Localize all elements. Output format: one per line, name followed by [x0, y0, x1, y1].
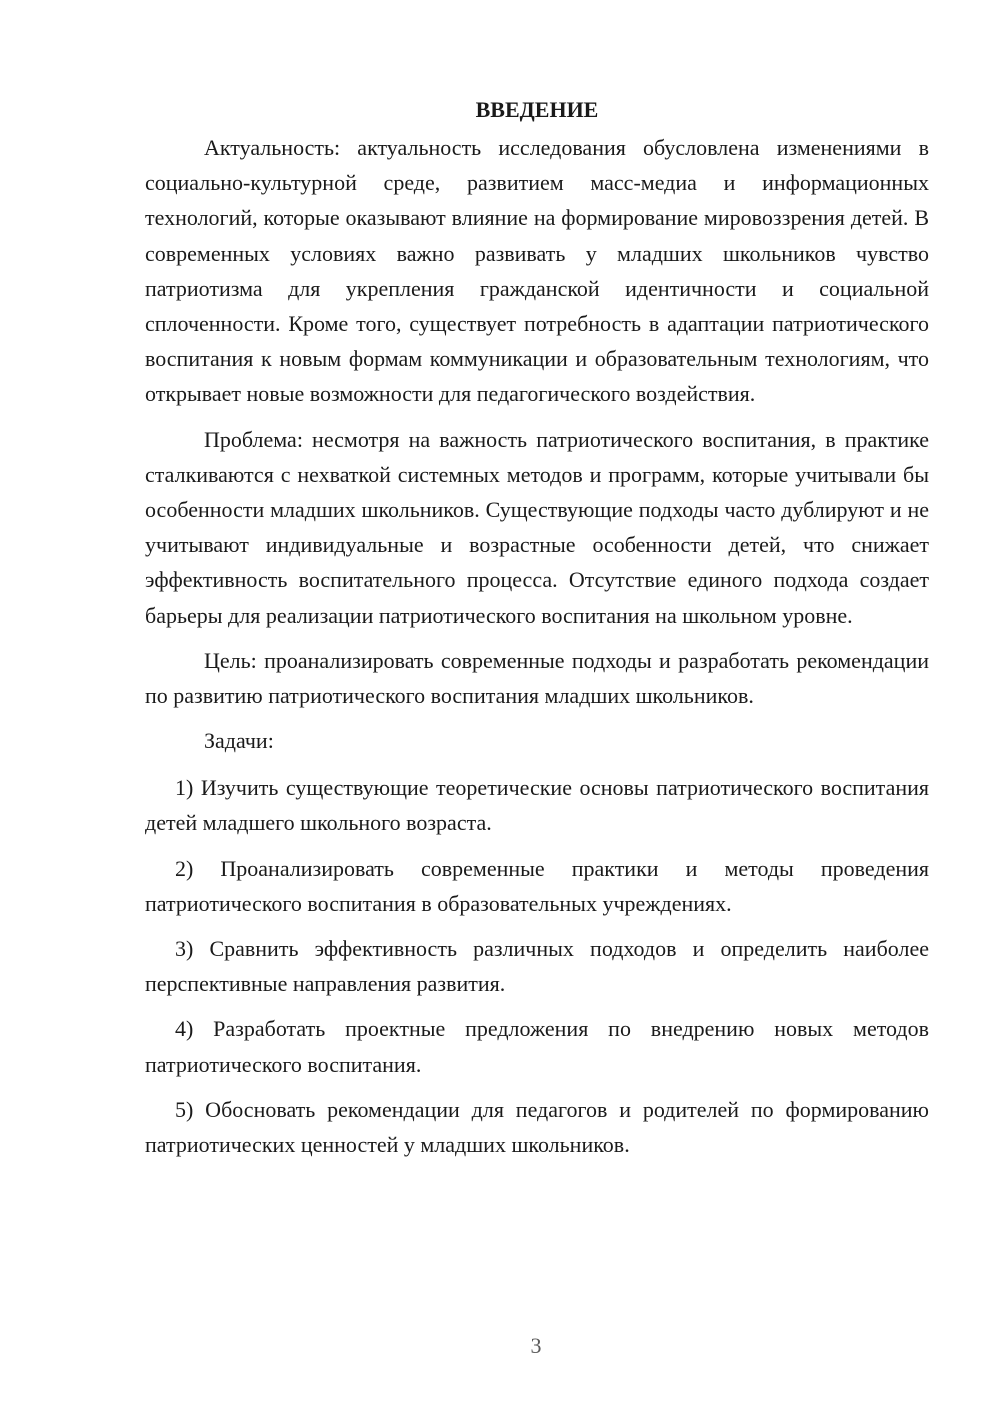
task-item: 2) Проанализировать современные практики и методы проведения патриотического воспитания в образовательных учреждениях. [145, 855, 929, 916]
tasks-list [145, 770, 929, 1162]
task-item: 1) Изучить существующие теоретические основы патриотического воспитания детей младшего школьного возраста. [145, 775, 929, 836]
task-item: 5) Обосновать рекомендации для педагогов и родителей по формированию патриотических ценностей у младших школьников. [145, 1096, 929, 1158]
document-page [145, 90, 929, 1172]
tasks-label: Задачи: [204, 728, 274, 754]
page-number: 3 [530, 1333, 542, 1358]
task-item: 3) Сравнить эффективность различных подходов и определить наиболее перспективные направления развития. [145, 936, 929, 997]
paragraph-relevance: Актуальность: актуальность исследования обусловлена изменениями в социально-культурной среде, развитием масс-медиа и информационных технологий, которые оказывают влияние на формирование мировоззрения детей. В современных условиях важно развивать у младших школьников чувство патриотизма для укрепления гражданской идентичности и социальной сплоченности. Кроме того, существует потребность в адаптации патриотического воспитания к новым формам коммуникации и образовательным технологиям, что открывает новые возможности для педагогического воздействия. [145, 135, 929, 407]
paragraph-goal: Цель: проанализировать современные подходы и разработать рекомендации по развитию патриотического воспитания младших школьников. [145, 647, 929, 709]
paragraph-problem: Проблема: несмотря на важность патриотического воспитания, в практике сталкиваются с нехваткой системных методов и программ, которые учитывали бы особенности младших школьников. Существующие подходы часто дублируют и не учитывают индивидуальные и возрастные особенности детей, что снижает эффективность воспитательного процесса. Отсутствие единого подхода создает барьеры для реализации патриотического воспитания на школьном уровне. [145, 426, 929, 628]
task-item: 4) Разработать проектные предложения по внедрению новых методов патриотического воспитания. [145, 1016, 929, 1077]
section-heading: ВВЕДЕНИЕ [475, 97, 599, 122]
